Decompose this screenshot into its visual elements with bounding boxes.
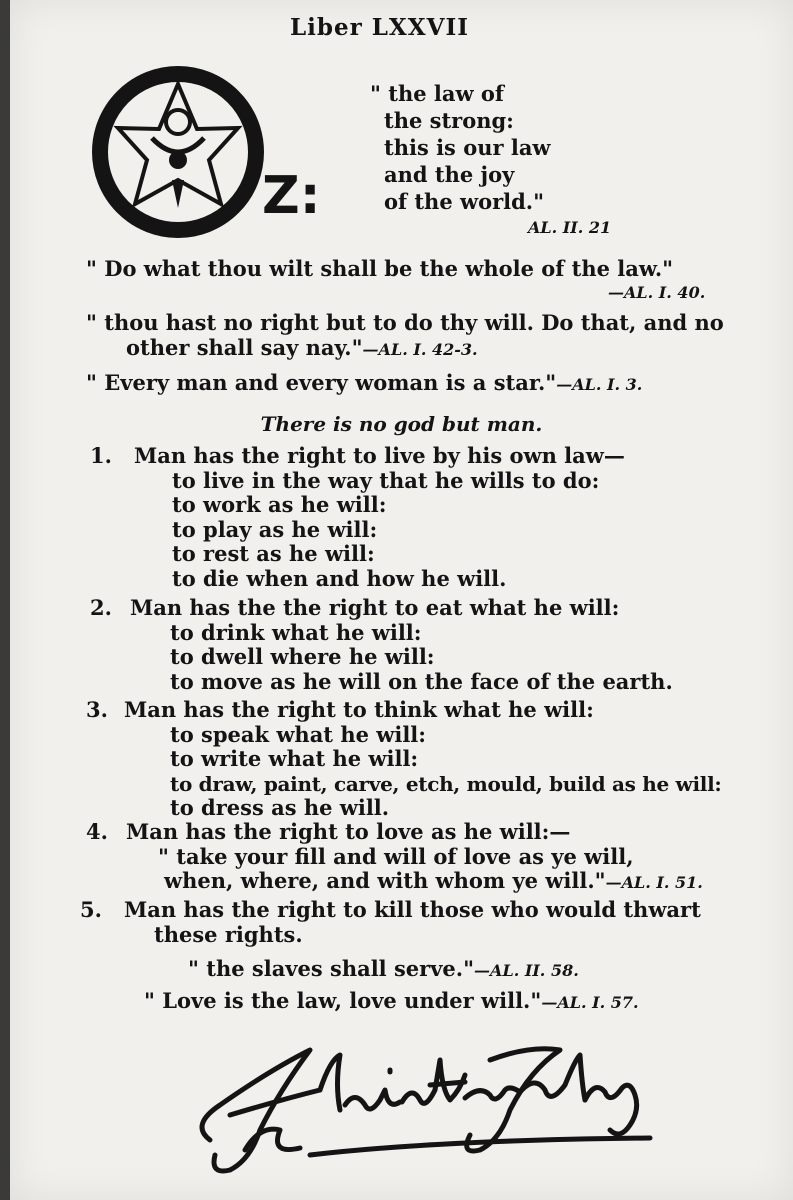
quote-do-what-thou-wilt: " Do what thou wilt shall be the whole of the law." — [86, 256, 674, 281]
quote-reference: —AL. I. 3. — [556, 375, 643, 394]
epigraph — [370, 80, 551, 215]
quote-line-text: other shall say nay." — [126, 335, 363, 360]
signature-aleister-crowley — [190, 1030, 660, 1180]
item-line: to play as he will: — [172, 516, 378, 542]
item-line: to die when and how he will. — [172, 565, 507, 591]
epigraph-line: the strong: — [384, 108, 514, 133]
oz-letter: Z: — [262, 166, 321, 226]
epigraph-line: of the world." — [384, 189, 545, 214]
quote-text: " Every man and every woman is a star." — [86, 370, 557, 395]
item-line: Man has the right to think what he will: — [124, 697, 594, 722]
quote-no-right — [86, 310, 724, 362]
epigraph-line: " the law of — [370, 81, 504, 106]
quote-every-man — [86, 370, 642, 397]
document-card — [10, 0, 793, 1200]
epigraph-line: this is our law — [384, 135, 551, 160]
quote-line: " thou hast no right but to do thy will. Do that, and no — [86, 310, 724, 335]
list-item-5 — [80, 898, 780, 947]
list-item-3 — [86, 698, 786, 821]
item-line: to draw, paint, carve, etch, mould, build as he will: — [170, 771, 722, 796]
epigraph-line: and the joy — [384, 162, 515, 187]
list-item-4 — [86, 820, 766, 896]
item-line: Man has the right to live by his own law— — [134, 443, 625, 468]
quote-reference: —AL. I. 40. — [608, 283, 706, 302]
item-line: to rest as he will: — [172, 541, 375, 566]
item-line — [86, 869, 766, 896]
page-edge-strip — [0, 0, 10, 1200]
quote-reference: —AL. I. 51. — [605, 873, 703, 892]
item-number: 5. — [80, 897, 102, 922]
item-line: Man has the right to kill those who would thwart — [124, 897, 701, 922]
item-number: 1. — [90, 443, 112, 468]
epigraph-reference: AL. II. 21 — [528, 218, 612, 237]
item-line: to speak what he will: — [170, 721, 427, 747]
item-line-text: when, where, and with whom ye will." — [164, 868, 606, 893]
list-item-2 — [90, 596, 770, 694]
quote-reference: —AL. II. 58. — [474, 961, 579, 980]
thelema-seal-icon — [88, 62, 268, 242]
quote-reference: —AL. I. 42-3. — [362, 340, 478, 359]
quote-line — [86, 335, 724, 362]
item-line: to write what he will: — [170, 746, 419, 771]
item-line: to live in the way that he wills to do: — [172, 467, 600, 493]
closing-quote-love — [144, 988, 639, 1015]
item-line: " take your fill and will of love as ye will, — [158, 843, 634, 869]
quote-text: " the slaves shall serve." — [188, 956, 475, 981]
document-title: Liber LXXVII — [290, 14, 469, 41]
item-line: to dwell where he will: — [170, 644, 435, 669]
item-line: to drink what he will: — [170, 619, 422, 645]
item-line: Man has the right to love as he will:— — [126, 819, 571, 844]
item-line: to dress as he will. — [170, 795, 390, 820]
item-line: Man has the the right to eat what he will: — [130, 595, 620, 620]
quote-reference: —AL. I. 57. — [541, 993, 639, 1012]
quote-text: " Love is the law, love under will." — [144, 988, 542, 1013]
item-number: 4. — [86, 819, 108, 844]
heading-no-god: There is no god but man. — [260, 412, 543, 436]
closing-quote-slaves — [188, 956, 579, 983]
item-line: to work as he will: — [172, 492, 387, 517]
item-line: to move as he will on the face of the earth. — [170, 668, 673, 694]
list-item-1 — [90, 444, 770, 591]
item-line: these rights. — [154, 921, 303, 947]
item-number: 3. — [86, 697, 108, 722]
item-number: 2. — [90, 595, 112, 620]
